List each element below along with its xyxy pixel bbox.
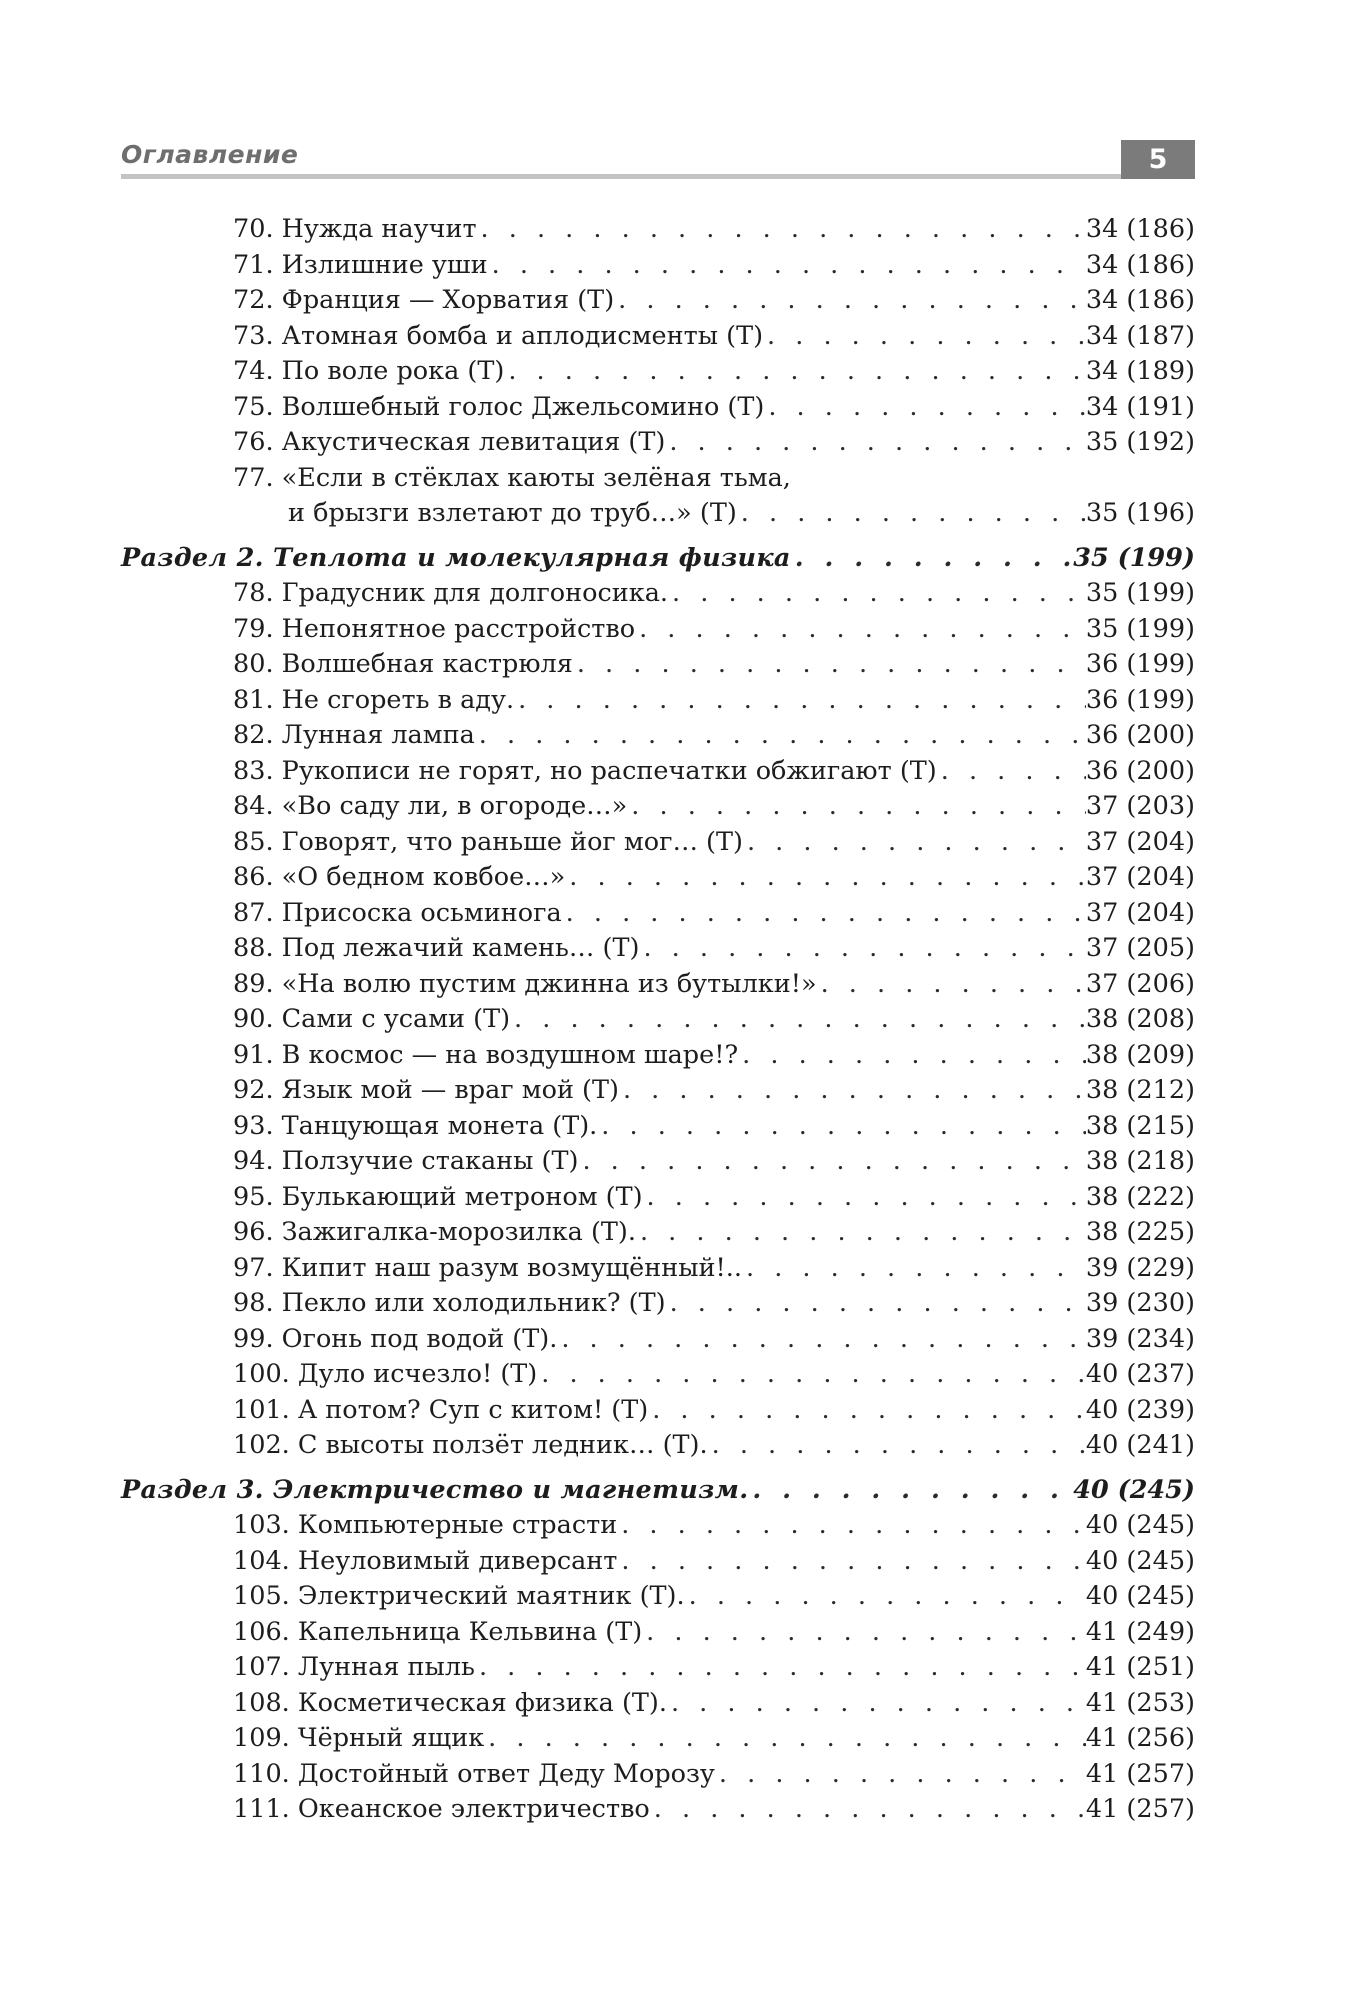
- entry-title: Волшебный голос Джельсомино (Т): [281, 391, 765, 422]
- page-number: 5: [1121, 140, 1195, 179]
- entry-title: Пекло или холодильник? (Т): [281, 1288, 666, 1318]
- toc-entry: [121, 1180, 1195, 1216]
- dot-leader: [737, 496, 1086, 532]
- entry-label: [233, 1721, 484, 1757]
- entry-number: 90.: [233, 1004, 274, 1034]
- dot-leader: [715, 1757, 1086, 1793]
- dot-leader: [742, 1251, 1086, 1287]
- entry-title: Градусник для долгоносика.: [281, 578, 669, 608]
- entry-label: [233, 754, 937, 790]
- dot-leader: [537, 1357, 1086, 1393]
- entry-label: [233, 1393, 648, 1429]
- entry-title: Сами с усами (Т): [281, 1004, 511, 1034]
- entry-title: Присоска осьминога: [281, 897, 562, 928]
- entry-number: 111.: [233, 1794, 290, 1824]
- toc-entry: [121, 390, 1195, 426]
- entry-label: [233, 967, 817, 1003]
- toc-entry: [121, 1508, 1195, 1544]
- entry-title-cont: и брызги взлетают до труб…» (Т): [288, 498, 737, 528]
- entry-page: 34 (186): [1085, 285, 1195, 315]
- section-heading-2: [121, 541, 1195, 577]
- entry-label: [233, 425, 665, 461]
- toc-block-3: [121, 1508, 1195, 1828]
- entry-label: [233, 683, 514, 719]
- entry-number: 98.: [233, 1288, 274, 1318]
- entry-number: 76.: [233, 427, 274, 457]
- dot-leader: [667, 1686, 1086, 1722]
- entry-label: [233, 647, 573, 683]
- entry-title: Говорят, что раньше йог мог… (Т): [281, 826, 743, 857]
- entry-title: Под лежачий камень… (Т): [281, 933, 640, 963]
- entry-label: [233, 1073, 619, 1109]
- dot-leader: [743, 825, 1086, 861]
- entry-title: Акустическая левитация (Т): [281, 427, 666, 457]
- entry-number: 82.: [233, 720, 274, 750]
- entry-number: 89.: [233, 968, 274, 999]
- entry-label: [233, 1508, 617, 1544]
- page-header: [121, 140, 1195, 184]
- dot-leader: [665, 425, 1086, 461]
- entry-title: «Во саду ли, в огороде…»: [281, 791, 628, 821]
- toc-entry: [121, 931, 1195, 967]
- entry-number: 99.: [233, 1323, 274, 1354]
- entry-number: 85.: [233, 826, 274, 857]
- entry-label: [233, 1286, 666, 1322]
- dot-leader: [504, 354, 1086, 390]
- entry-page: 39 (234): [1085, 1323, 1195, 1354]
- entry-title: «На волю пустим джинна из бутылки!»: [281, 968, 817, 999]
- toc-entry: [121, 825, 1195, 861]
- entry-label: [233, 212, 477, 248]
- entry-title: Нужда научит: [281, 214, 477, 244]
- toc-entry: [121, 1428, 1195, 1464]
- section-page: 35 (199): [1073, 542, 1195, 573]
- entry-page: 38 (209): [1085, 1039, 1195, 1070]
- dot-leader: [635, 612, 1086, 648]
- entry-title: «Если в стёклах каюты зелёная тьма,: [281, 462, 791, 493]
- entry-page: 35 (199): [1085, 613, 1195, 644]
- entry-page: 41 (257): [1085, 1794, 1195, 1824]
- dot-leader: [597, 1109, 1086, 1145]
- dot-leader: [475, 1650, 1086, 1686]
- toc-entry: [121, 1544, 1195, 1580]
- entry-number: 102.: [233, 1430, 290, 1460]
- entry-number: 77.: [233, 462, 274, 493]
- entry-label: [233, 1322, 557, 1358]
- dot-leader: [650, 1792, 1086, 1828]
- entry-number: 71.: [233, 249, 274, 280]
- dot-leader: [614, 283, 1086, 319]
- toc-entry: [121, 1615, 1195, 1651]
- entry-number: 78.: [233, 578, 274, 608]
- dot-leader: [565, 860, 1086, 896]
- dot-leader: [477, 212, 1086, 248]
- entry-page: 36 (200): [1085, 720, 1195, 750]
- section-page: 40 (245): [1073, 1474, 1195, 1505]
- entry-title: Танцующая монета (Т).: [281, 1110, 598, 1141]
- entry-page: 41 (257): [1085, 1758, 1195, 1789]
- entry-title: С высоты ползёт ледник… (Т).: [297, 1430, 708, 1460]
- toc-entry: [121, 1251, 1195, 1287]
- entry-number: 73.: [233, 320, 274, 351]
- toc-block-1: [121, 212, 1195, 461]
- entry-title: Компьютерные страсти: [297, 1510, 618, 1540]
- entry-number: 74.: [233, 356, 274, 386]
- entry-label: [233, 1357, 537, 1393]
- dot-leader: [573, 647, 1086, 683]
- entry-number: 94.: [233, 1146, 274, 1176]
- entry-label: [233, 612, 635, 648]
- entry-number: 79.: [233, 613, 274, 644]
- entry-page: 34 (187): [1085, 320, 1195, 351]
- entry-page: 40 (245): [1085, 1581, 1195, 1611]
- toc-entry: [121, 718, 1195, 754]
- entry-number: 108.: [233, 1687, 290, 1718]
- toc-entry: [121, 212, 1195, 248]
- entry-page: 41 (249): [1085, 1616, 1195, 1647]
- running-title: Оглавление: [121, 140, 299, 169]
- entry-page: 38 (215): [1085, 1110, 1195, 1141]
- entry-label: [233, 896, 562, 932]
- entry-number: 75.: [233, 391, 274, 422]
- entry-title: Капельница Кельвина (Т): [297, 1616, 643, 1647]
- entry-page: 40 (239): [1085, 1394, 1195, 1425]
- entry-number: 100.: [233, 1359, 290, 1389]
- entry-title: Океанское электричество: [297, 1794, 650, 1824]
- entry-number: 80.: [233, 649, 274, 679]
- entry-page: 34 (186): [1085, 214, 1195, 244]
- entry-page: 35 (196): [1085, 498, 1195, 528]
- toc-entry: [121, 248, 1195, 284]
- entry-label: [233, 1144, 578, 1180]
- entry-number: 106.: [233, 1616, 290, 1647]
- entry-title: Булькающий метроном (Т): [281, 1181, 643, 1212]
- dot-leader: [562, 896, 1086, 932]
- entry-title: Лунная лампа: [281, 720, 475, 750]
- toc-entry: [121, 319, 1195, 355]
- entry-title: Язык мой — враг мой (Т): [281, 1075, 619, 1105]
- entry-label: [233, 248, 488, 284]
- toc-entry: [121, 612, 1195, 648]
- dot-leader: [666, 1286, 1086, 1322]
- entry-page: 37 (206): [1085, 968, 1195, 999]
- entry-number: 92.: [233, 1075, 274, 1105]
- entry-label: [233, 1579, 685, 1615]
- dot-leader: [639, 931, 1085, 967]
- dot-leader: [514, 683, 1086, 719]
- entry-number: 86.: [233, 862, 274, 892]
- entry-page: 38 (222): [1085, 1181, 1195, 1212]
- entry-page: 40 (245): [1085, 1545, 1195, 1576]
- entry-title: В космос — на воздушном шаре!?: [281, 1039, 739, 1070]
- entry-page: 41 (256): [1085, 1723, 1195, 1753]
- entry-number: 84.: [233, 791, 274, 821]
- entry-title: Огонь под водой (Т).: [281, 1323, 558, 1354]
- entry-title: Рукописи не горят, но распечатки обжигают (Т): [281, 755, 937, 786]
- entry-title: А потом? Суп с китом! (Т): [297, 1394, 649, 1425]
- entry-title: Волшебная кастрюля: [281, 649, 573, 679]
- entry-page: 35 (199): [1085, 578, 1195, 608]
- entry-label: [233, 825, 743, 861]
- dot-leader: [578, 1144, 1085, 1180]
- dot-leader: [619, 1073, 1086, 1109]
- entry-page: 36 (199): [1085, 649, 1195, 679]
- toc-entry: [121, 425, 1195, 461]
- entry-page: 38 (208): [1085, 1004, 1195, 1034]
- entry-page: 41 (251): [1085, 1652, 1195, 1682]
- entry-page: 37 (203): [1085, 791, 1195, 821]
- entry-number: 110.: [233, 1758, 290, 1789]
- entry-title: Чёрный ящик: [297, 1723, 485, 1753]
- dot-leader: [510, 1002, 1086, 1038]
- entry-label: [233, 1615, 642, 1651]
- entry-label: [233, 1180, 643, 1216]
- entry-label: [233, 1428, 708, 1464]
- entry-page: 37 (204): [1085, 897, 1195, 928]
- toc-entry-77-cont: [121, 496, 1195, 532]
- entry-page: 34 (191): [1085, 391, 1195, 422]
- entry-title: «О бедном ковбое…»: [281, 862, 566, 892]
- entry-page: 38 (218): [1085, 1146, 1195, 1176]
- entry-page: 39 (230): [1085, 1288, 1195, 1318]
- toc-block-2: [121, 576, 1195, 1464]
- entry-title: Кипит наш разум возмущённый!..: [281, 1252, 742, 1283]
- section-heading-3: [121, 1473, 1195, 1509]
- dot-leader: [668, 576, 1086, 612]
- entry-page: 37 (205): [1085, 933, 1195, 963]
- toc-entry: [121, 1393, 1195, 1429]
- entry-page: 37 (204): [1085, 862, 1195, 892]
- entry-page: 38 (212): [1085, 1075, 1195, 1105]
- entry-title: Неуловимый диверсант: [297, 1545, 618, 1576]
- dot-leader: [617, 1508, 1086, 1544]
- toc-entry: [121, 283, 1195, 319]
- entry-page: 37 (204): [1085, 826, 1195, 857]
- dot-leader: [937, 754, 1086, 790]
- toc-entry: [121, 754, 1195, 790]
- entry-page: 34 (186): [1085, 249, 1195, 280]
- toc-entry: [121, 967, 1195, 1003]
- dot-leader: [557, 1322, 1086, 1358]
- entry-page: 38 (225): [1085, 1217, 1195, 1247]
- dot-leader: [764, 390, 1086, 426]
- entry-number: 91.: [233, 1039, 274, 1070]
- dot-leader: [627, 789, 1086, 825]
- entry-number: 104.: [233, 1545, 290, 1576]
- dot-leader: [484, 1721, 1086, 1757]
- dot-leader: [643, 1180, 1086, 1216]
- entry-number: 109.: [233, 1723, 290, 1753]
- toc-entry: [121, 647, 1195, 683]
- entry-title: Электрический маятник (Т).: [297, 1581, 685, 1611]
- toc-entry: [121, 1686, 1195, 1722]
- dot-leader: [708, 1428, 1086, 1464]
- dot-leader: [817, 967, 1086, 1003]
- entry-number: 107.: [233, 1652, 290, 1682]
- dot-leader: [617, 1544, 1085, 1580]
- dot-leader: [642, 1615, 1086, 1651]
- entry-page: 35 (192): [1085, 427, 1195, 457]
- entry-number: 70.: [233, 214, 274, 244]
- dot-leader: [763, 319, 1086, 355]
- entry-title: Атомная бомба и аплодисменты (Т): [281, 320, 764, 351]
- toc-entry: [121, 1357, 1195, 1393]
- entry-number: 97.: [233, 1252, 274, 1283]
- entry-number: 96.: [233, 1217, 274, 1247]
- entry-label: [233, 718, 475, 754]
- header-rule: [121, 174, 1121, 179]
- entry-number: 93.: [233, 1110, 274, 1141]
- entry-title: Лунная пыль: [297, 1652, 475, 1682]
- toc-entry: [121, 896, 1195, 932]
- toc-entry: [121, 1650, 1195, 1686]
- toc-entry: [121, 1038, 1195, 1074]
- entry-page: 40 (241): [1085, 1430, 1195, 1460]
- dot-leader: [748, 1473, 1073, 1509]
- entry-title: Достойный ответ Деду Морозу: [297, 1758, 715, 1789]
- table-of-contents: [121, 212, 1195, 1828]
- section-title: Раздел 2. Теплота и молекулярная физика: [121, 542, 791, 573]
- entry-number: 83.: [233, 755, 274, 786]
- entry-page: 34 (189): [1085, 356, 1195, 386]
- dot-leader: [488, 248, 1086, 284]
- toc-entry: [121, 1073, 1195, 1109]
- entry-label: [233, 1686, 667, 1722]
- toc-entry: [121, 354, 1195, 390]
- entry-number: 81.: [233, 684, 274, 715]
- entry-label: [233, 931, 639, 967]
- toc-entry: [121, 1109, 1195, 1145]
- entry-page: 41 (253): [1085, 1687, 1195, 1718]
- entry-label: [233, 1650, 475, 1686]
- entry-label: [233, 1038, 738, 1074]
- dot-leader: [791, 541, 1074, 577]
- entry-number: 95.: [233, 1181, 274, 1212]
- toc-entry: [121, 860, 1195, 896]
- dot-leader: [685, 1579, 1086, 1615]
- entry-label: [233, 1109, 597, 1145]
- entry-label: [233, 319, 763, 355]
- toc-entry: [121, 1144, 1195, 1180]
- dot-leader: [738, 1038, 1086, 1074]
- entry-title: Непонятное расстройство: [281, 613, 636, 644]
- toc-entry: [121, 789, 1195, 825]
- entry-label: [233, 354, 504, 390]
- entry-title: Ползучие стаканы (Т): [281, 1146, 579, 1176]
- entry-title: Зажигалка-морозилка (Т).: [281, 1217, 636, 1247]
- dot-leader: [475, 718, 1086, 754]
- toc-entry: [121, 1322, 1195, 1358]
- entry-page: 36 (200): [1085, 755, 1195, 786]
- entry-label: [233, 1792, 650, 1828]
- toc-entry: [121, 1757, 1195, 1793]
- entry-page: 40 (245): [1085, 1510, 1195, 1540]
- entry-page: 40 (237): [1085, 1359, 1195, 1389]
- entry-title: Излишние уши: [281, 249, 488, 280]
- entry-number: 103.: [233, 1510, 290, 1540]
- toc-entry: [121, 1215, 1195, 1251]
- dot-leader: [636, 1215, 1086, 1251]
- toc-entry: [121, 1721, 1195, 1757]
- toc-entry: [121, 1002, 1195, 1038]
- toc-entry: [121, 576, 1195, 612]
- entry-number: 72.: [233, 285, 274, 315]
- entry-label: [233, 1251, 742, 1287]
- dot-leader: [648, 1393, 1086, 1429]
- toc-entry: [121, 1579, 1195, 1615]
- toc-entry-77: [121, 461, 1195, 497]
- entry-label: [233, 789, 627, 825]
- entry-label: [233, 1215, 636, 1251]
- toc-entry: [121, 1286, 1195, 1322]
- entry-page: 39 (229): [1085, 1252, 1195, 1283]
- entry-title: Косметическая физика (Т).: [297, 1687, 667, 1718]
- entry-number: 105.: [233, 1581, 290, 1611]
- entry-number: 101.: [233, 1394, 290, 1425]
- entry-number: 87.: [233, 897, 274, 928]
- entry-title: Не сгореть в аду.: [281, 684, 515, 715]
- toc-entry: [121, 1792, 1195, 1828]
- entry-label: [233, 1002, 510, 1038]
- entry-title: Дуло исчезло! (Т): [297, 1359, 538, 1389]
- entry-label: [233, 283, 614, 319]
- toc-entry: [121, 683, 1195, 719]
- entry-label: [233, 860, 565, 896]
- entry-title: Франция — Хорватия (Т): [281, 285, 615, 315]
- entry-label: [233, 576, 668, 612]
- entry-label: [233, 1544, 617, 1580]
- entry-title: По воле рока (Т): [281, 356, 505, 386]
- entry-number: 88.: [233, 933, 274, 963]
- entry-label: [233, 1757, 715, 1793]
- section-title: Раздел 3. Электричество и магнетизм.: [121, 1474, 749, 1505]
- entry-label: [233, 390, 764, 426]
- entry-page: 36 (199): [1085, 684, 1195, 715]
